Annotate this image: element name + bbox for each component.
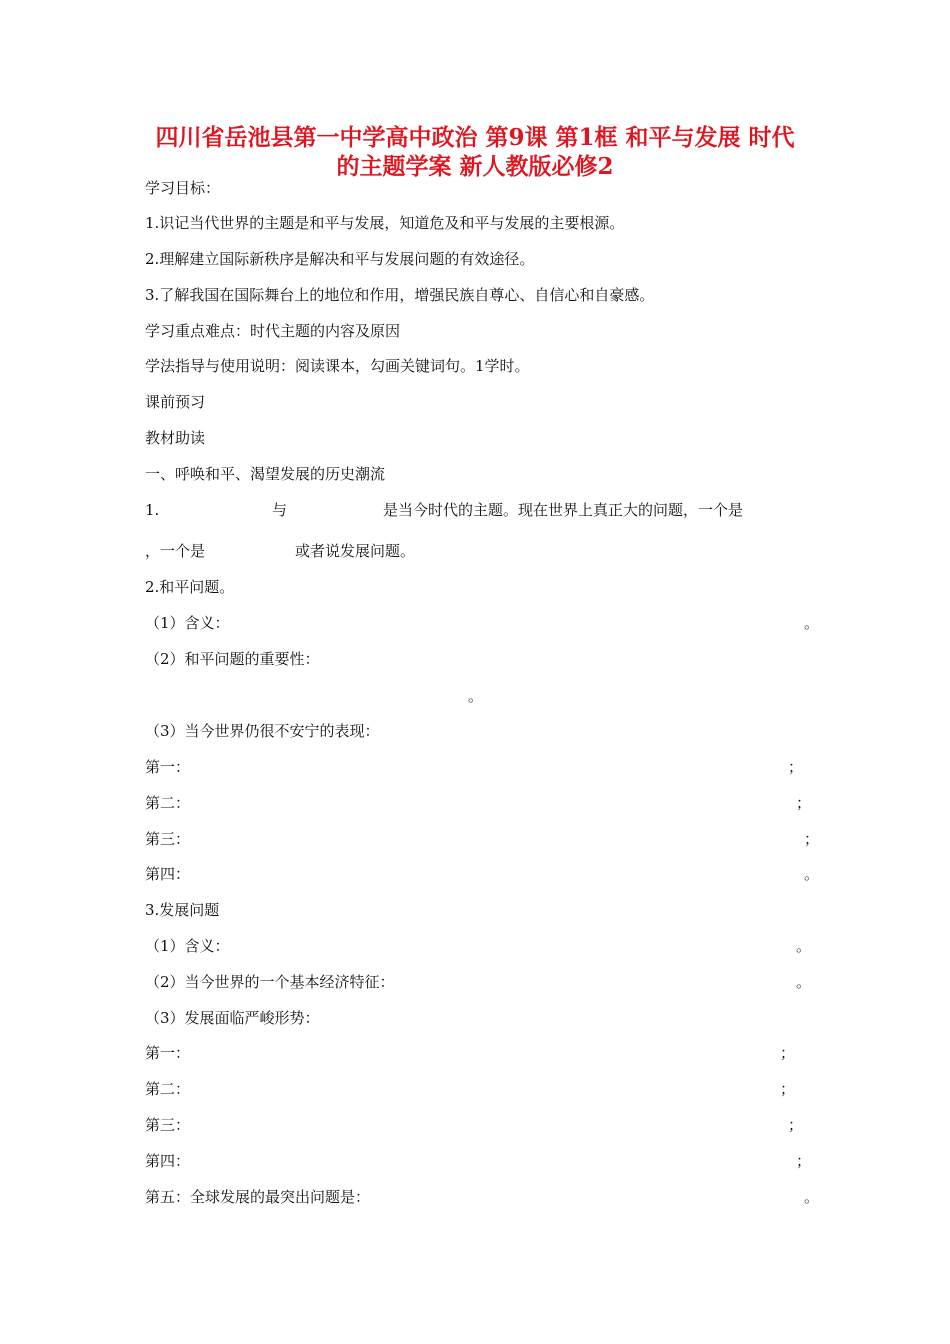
peace-third-label: 第三： [145,830,191,848]
peace-second-label: 第二： [145,794,191,812]
reading-aid-heading: 教材助读 [145,429,206,447]
peace-fourth-label: 第四： [145,865,191,883]
peace-importance-end: 。 [468,687,484,705]
objective-3: 3.了解我国在国际舞台上的地位和作用，增强民族自尊心、自信心和自豪感。 [145,286,655,304]
development-fifth-label: 第五：全球发展的最突出问题是： [145,1188,371,1206]
development-third-end: ； [788,1116,804,1134]
development-first-end: ； [780,1044,796,1062]
study-guide: 学法指导与使用说明：阅读课本，勾画关键词句。1学时。 [145,357,530,375]
peace-third-end: ； [804,830,820,848]
objectives-heading: 学习目标： [145,179,221,197]
objective-2: 2.理解建立国际新秩序是解决和平与发展问题的有效途径。 [145,250,535,268]
development-first-label: 第一： [145,1044,191,1062]
peace-meaning-end: 。 [804,614,820,632]
development-third-label: 第三： [145,1116,191,1134]
key-points: 学习重点难点：时代主题的内容及原因 [145,322,401,340]
development-situation-label: （3）发展面临严峻形势： [145,1009,320,1027]
development-fifth-end: 。 [804,1188,820,1206]
section1-heading: 一、呼唤和平、渴望发展的历史潮流 [145,465,386,483]
development-meaning-label: （1）含义： [145,937,230,955]
item1-rest: 是当今时代的主题。现在世界上真正大的问题，一个是 [383,501,744,519]
development-heading: 3.发展问题 [145,901,220,919]
preview-heading: 课前预习 [145,393,206,411]
title-line-1: 四川省岳池县第一中学高中政治 第9课 第1框 和平与发展 时代 [155,124,795,151]
item1-yu: 与 [272,501,288,519]
peace-second-end: ； [796,794,812,812]
item1-line2-start: ，一个是 [145,542,206,560]
title-line-2: 的主题学案 新人教版必修2 [336,153,614,180]
development-fourth-label: 第四： [145,1152,191,1170]
item1-number: 1. [145,501,160,519]
peace-heading: 2.和平问题。 [145,578,235,596]
development-meaning-end: 。 [796,937,812,955]
objective-1: 1.识记当代世界的主题是和平与发展，知道危及和平与发展的主要根源。 [145,214,625,232]
development-second-label: 第二： [145,1080,191,1098]
item1-line2-end: 或者说发展问题。 [295,542,416,560]
peace-unrest-label: （3）当今世界仍很不安宁的表现： [145,722,380,740]
peace-importance-label: （2）和平问题的重要性： [145,650,320,668]
development-second-end: ； [780,1080,796,1098]
development-feature-label: （2）当今世界的一个基本经济特征： [145,973,395,991]
peace-first-end: ； [788,758,804,776]
development-feature-end: 。 [796,973,812,991]
development-fourth-end: ； [796,1152,812,1170]
peace-meaning-label: （1）含义： [145,614,230,632]
peace-fourth-end: 。 [804,865,820,883]
peace-first-label: 第一： [145,758,191,776]
